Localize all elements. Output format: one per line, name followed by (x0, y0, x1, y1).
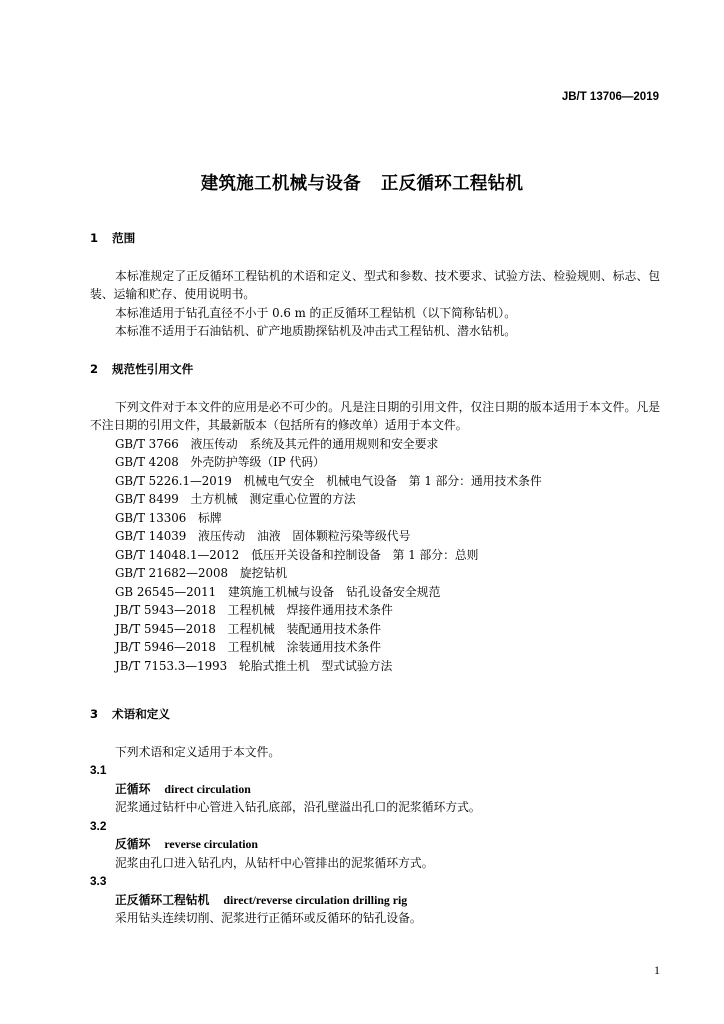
reference-item (90, 583, 660, 602)
section-heading (90, 705, 660, 724)
reference-title: 轮胎式推土机 型式试验方法 (238, 658, 393, 673)
reference-item (90, 638, 660, 657)
term-number: 3.2 (90, 818, 107, 833)
title-part-1: 建筑施工机械与设备 (200, 174, 361, 194)
reference-code: GB 26545—2011 (115, 584, 217, 599)
reference-item (90, 601, 660, 620)
reference-code: JB/T 5943—2018 (115, 603, 216, 617)
reference-item (90, 657, 660, 676)
reference-title: 外壳防护等级（IP 代码） (190, 455, 325, 469)
reference-code: JB/T 7153.3—1993 (115, 658, 228, 673)
reference-title: 机械电气安全 机械电气设备 第 1 部分：通用技术条件 (243, 473, 542, 488)
reference-title: 液压传动 油液 固体颗粒污染等级代号 (198, 529, 411, 543)
reference-title: 工程机械 焊接件通用技术条件 (227, 603, 393, 617)
term-name-en: direct circulation (164, 781, 251, 796)
paragraph: 本标准不适用于石油钻机、矿产地质勘探钻机及冲击式工程钻机、潜水钻机。 (115, 324, 517, 338)
reference-title: 标牌 (198, 510, 222, 525)
section-heading (90, 360, 660, 379)
reference-title: 液压传动 系统及其元件的通用规则和安全要求 (190, 436, 439, 451)
paragraph: 本标准规定了正反循环工程钻机的术语和定义、型式和参数、技术要求、试验方法、检验规则、标志、包装、运输和贮存、使用说明书。 (90, 268, 660, 301)
reference-title: 建筑施工机械与设备 钻孔设备安全规范 (228, 584, 441, 599)
section-heading (90, 229, 660, 248)
section-terms-definitions (90, 705, 660, 928)
term-name (90, 780, 660, 799)
reference-title: 工程机械 涂装通用技术条件 (227, 640, 382, 654)
reference-item (90, 527, 660, 546)
term-name (90, 835, 660, 854)
reference-item (90, 564, 660, 583)
reference-title: 土方机械 测定重心位置的方法 (190, 492, 356, 506)
reference-item (90, 490, 660, 509)
section-normative-references (90, 360, 660, 675)
reference-item (90, 546, 660, 565)
reference-title: 旋挖钻机 (239, 566, 288, 580)
document-title (0, 170, 724, 195)
term-definition: 采用钻头连续切削、泥浆进行正循环或反循环的钻孔设备。 (115, 911, 422, 925)
reference-item (90, 453, 660, 472)
term-name-zh: 正反循环工程钻机 (115, 892, 210, 907)
term-number: 3.3 (90, 874, 107, 888)
reference-code: GB/T 13306 (115, 510, 187, 525)
page-number: 1 (654, 963, 660, 977)
reference-code: GB/T 4208 (115, 455, 179, 469)
title-part-2: 正反循环工程钻机 (380, 174, 524, 194)
term-number: 3.1 (90, 763, 107, 777)
section-scope (90, 229, 660, 341)
reference-item (90, 509, 660, 528)
reference-code: GB/T 21682—2008 (115, 566, 229, 580)
reference-title: 低压开关设备和控制设备 第 1 部分：总则 (251, 547, 479, 562)
section-number: 3 (90, 707, 99, 721)
section-number: 2 (90, 362, 99, 376)
reference-item (90, 472, 660, 491)
term-list (90, 761, 660, 928)
standard-number: JB/T 13706—2019 (561, 91, 659, 103)
reference-code: GB/T 14048.1—2012 (115, 547, 240, 562)
term-name-zh: 正循环 (115, 781, 151, 796)
section-title: 术语和定义 (112, 707, 170, 721)
reference-list (90, 435, 660, 676)
reference-item (90, 435, 660, 454)
reference-code: GB/T 8499 (115, 492, 179, 506)
reference-code: GB/T 5226.1—2019 (115, 473, 232, 488)
paragraph: 下列文件对于本文件的应用是必不可少的。凡是注日期的引用文件，仅注日期的版本适用于本文件。凡是不注日期的引用文件，其最新版本（包括所有的修改单）适用于本文件。 (90, 399, 660, 432)
reference-item (90, 620, 660, 639)
section-number: 1 (90, 231, 99, 245)
reference-title: 工程机械 装配通用技术条件 (227, 621, 382, 636)
paragraph: 下列术语和定义适用于本文件。 (115, 744, 281, 759)
term-definition: 泥浆由孔口进入钻孔内，从钻杆中心管排出的泥浆循环方式。 (115, 855, 434, 870)
reference-code: JB/T 5946—2018 (115, 640, 216, 654)
term-name (90, 891, 660, 910)
term-name-en: reverse circulation (164, 837, 258, 851)
term-definition: 泥浆通过钻杆中心管进入钻孔底部，沿孔壁溢出孔口的泥浆循环方式。 (115, 800, 481, 814)
paragraph: 本标准适用于钻孔直径不小于 0.6 m 的正反循环工程钻机（以下简称钻机）。 (115, 305, 517, 320)
reference-code: GB/T 14039 (115, 529, 187, 543)
reference-code: GB/T 3766 (115, 436, 179, 451)
term-name-en: direct/reverse circulation drilling rig (223, 892, 408, 907)
section-title: 规范性引用文件 (112, 362, 194, 376)
term-name-zh: 反循环 (115, 837, 151, 851)
reference-code: JB/T 5945—2018 (115, 621, 216, 636)
section-title: 范围 (112, 231, 136, 245)
